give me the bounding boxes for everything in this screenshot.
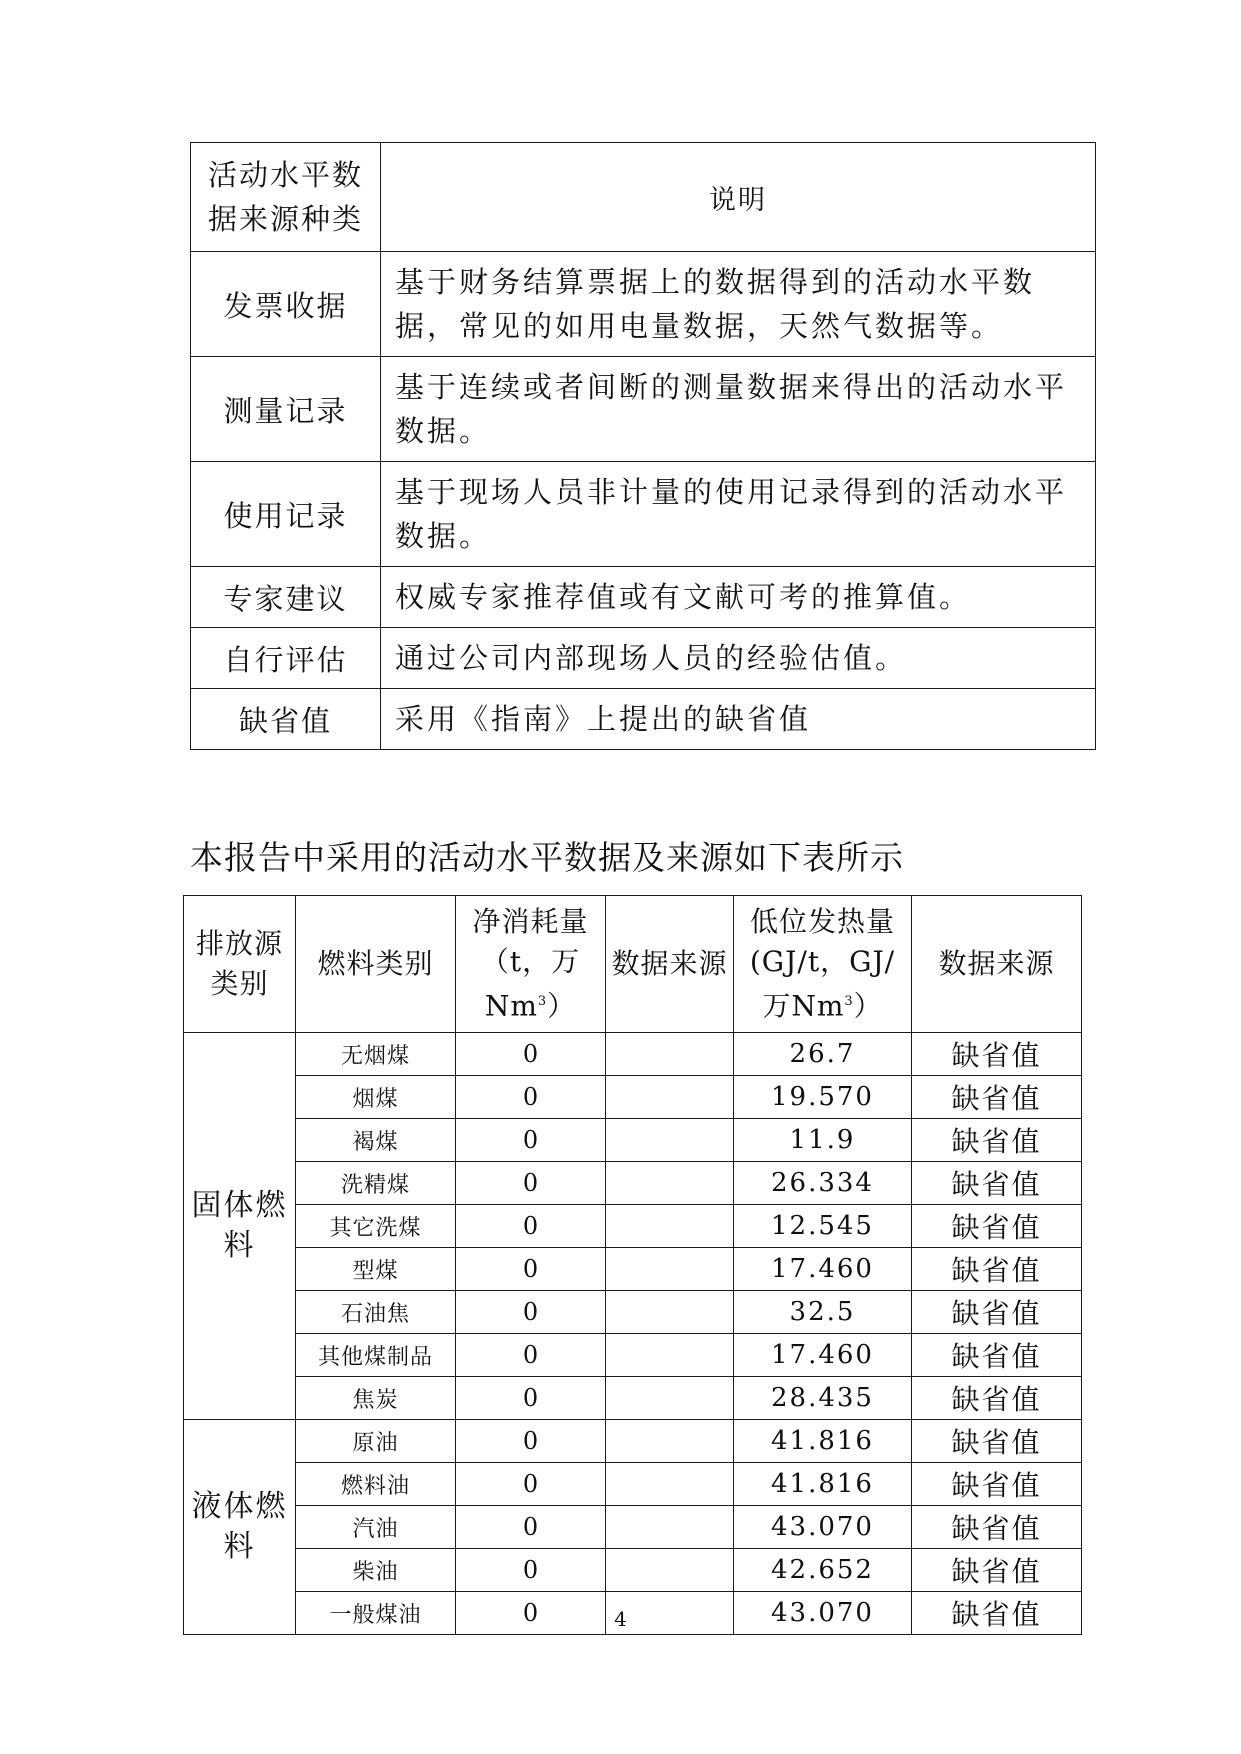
data-source <box>606 1549 734 1592</box>
table1-row <box>191 567 1096 628</box>
fuel-type: 无烟煤 <box>296 1033 456 1076</box>
table-row <box>184 1119 1082 1162</box>
source-description <box>381 252 1096 357</box>
table2-header-row <box>184 896 1082 1033</box>
source-description: 通过公司内部现场人员的经验估值。 <box>381 628 1096 689</box>
category-line: 液体燃 <box>191 1489 288 1525</box>
data-source <box>606 1291 734 1334</box>
fuel-type: 石油焦 <box>296 1291 456 1334</box>
table1-row <box>191 628 1096 689</box>
calorific-source: 缺省值 <box>912 1334 1082 1377</box>
table-row <box>184 1377 1082 1420</box>
calorific-value: 43.070 <box>734 1592 912 1635</box>
header-line: （t，万 <box>480 945 581 978</box>
fuel-type: 汽油 <box>296 1506 456 1549</box>
data-source <box>606 1463 734 1506</box>
net-consumption: 0 <box>456 1205 606 1248</box>
header-source-type-line1: 活动水平数 <box>207 158 363 192</box>
table-row <box>184 1420 1082 1463</box>
source-type: 缺省值 <box>191 689 381 750</box>
header-line: 净消耗量 <box>472 905 589 938</box>
source-description: 权威专家推荐值或有文献可考的推算值。 <box>381 567 1096 628</box>
source-type: 专家建议 <box>191 567 381 628</box>
table1-row <box>191 252 1096 357</box>
description-line: 数据。 <box>395 414 492 448</box>
activity-data-source-types-table <box>190 142 1096 750</box>
table1-row <box>191 689 1096 750</box>
intro-paragraph: 本报告中采用的活动水平数据及来源如下表所示 <box>190 838 904 877</box>
data-source <box>606 1334 734 1377</box>
fuel-type: 其它洗煤 <box>296 1205 456 1248</box>
table-row <box>184 1205 1082 1248</box>
header-line: 类别 <box>210 967 269 1001</box>
table-row <box>184 1291 1082 1334</box>
table1-header-row <box>191 143 1096 252</box>
calorific-source: 缺省值 <box>912 1076 1082 1119</box>
calorific-value: 11.9 <box>734 1119 912 1162</box>
calorific-value: 42.652 <box>734 1549 912 1592</box>
calorific-source: 缺省值 <box>912 1592 1082 1635</box>
table-row <box>184 1162 1082 1205</box>
unit-text: 万Nm <box>762 989 845 1023</box>
unit-text: ） <box>853 989 883 1023</box>
net-consumption: 0 <box>456 1248 606 1291</box>
net-consumption: 0 <box>456 1420 606 1463</box>
calorific-source: 缺省值 <box>912 1033 1082 1076</box>
fuel-type: 褐煤 <box>296 1119 456 1162</box>
data-source <box>606 1033 734 1076</box>
emission-category <box>184 1420 296 1635</box>
calorific-source: 缺省值 <box>912 1248 1082 1291</box>
net-consumption: 0 <box>456 1506 606 1549</box>
unit-superscript: 3 <box>537 994 548 1009</box>
fuel-type: 柴油 <box>296 1549 456 1592</box>
source-description <box>381 357 1096 462</box>
unit-text: ） <box>547 989 577 1023</box>
data-source <box>606 1420 734 1463</box>
fuel-type: 其他煤制品 <box>296 1334 456 1377</box>
header-line: (GJ/t，GJ/ <box>749 945 896 978</box>
fuel-type: 燃料油 <box>296 1463 456 1506</box>
fuel-type: 烟煤 <box>296 1076 456 1119</box>
data-source <box>606 1205 734 1248</box>
source-type: 使用记录 <box>191 462 381 567</box>
calorific-source: 缺省值 <box>912 1463 1082 1506</box>
calorific-source: 缺省值 <box>912 1205 1082 1248</box>
table-row <box>184 1506 1082 1549</box>
data-source <box>606 1506 734 1549</box>
calorific-value: 41.816 <box>734 1463 912 1506</box>
calorific-source: 缺省值 <box>912 1119 1082 1162</box>
calorific-value: 19.570 <box>734 1076 912 1119</box>
description-line: 基于财务结算票据上的数据得到的活动水平数 <box>395 265 1036 299</box>
net-consumption: 0 <box>456 1549 606 1592</box>
category-line: 料 <box>223 1228 256 1264</box>
net-consumption: 0 <box>456 1291 606 1334</box>
header-emission-source <box>184 896 296 1033</box>
header-line: 低位发热量 <box>749 905 895 938</box>
net-consumption: 0 <box>456 1334 606 1377</box>
net-consumption: 0 <box>456 1377 606 1420</box>
data-source <box>606 1119 734 1162</box>
data-source <box>606 1162 734 1205</box>
emission-category <box>184 1033 296 1420</box>
calorific-source: 缺省值 <box>912 1162 1082 1205</box>
header-source-type-line2: 据来源种类 <box>207 202 363 236</box>
net-consumption: 0 <box>456 1592 606 1635</box>
net-consumption: 0 <box>456 1463 606 1506</box>
net-consumption: 0 <box>456 1119 606 1162</box>
calorific-value: 41.816 <box>734 1420 912 1463</box>
source-description: 采用《指南》上提出的缺省值 <box>381 689 1096 750</box>
description-line: 据，常见的如用电量数据，天然气数据等。 <box>395 309 1004 343</box>
header-line: 排放源 <box>195 927 283 961</box>
table-row <box>184 1463 1082 1506</box>
page-number: 4 <box>614 1607 627 1631</box>
table-row <box>184 1248 1082 1291</box>
source-type: 自行评估 <box>191 628 381 689</box>
header-fuel-type: 燃料类别 <box>296 896 456 1033</box>
description-line: 基于连续或者间断的测量数据来得出的活动水平 <box>395 370 1068 404</box>
fuel-type: 原油 <box>296 1420 456 1463</box>
source-type: 发票收据 <box>191 252 381 357</box>
description-line: 数据。 <box>395 519 492 553</box>
table1-row <box>191 462 1096 567</box>
table-row <box>184 1549 1082 1592</box>
unit-superscript: 3 <box>844 994 854 1009</box>
category-line: 固体燃 <box>191 1188 288 1224</box>
calorific-value: 26.7 <box>734 1033 912 1076</box>
calorific-source: 缺省值 <box>912 1420 1082 1463</box>
calorific-value: 12.545 <box>734 1205 912 1248</box>
fuel-type: 一般煤油 <box>296 1592 456 1635</box>
header-data-source-2: 数据来源 <box>912 896 1082 1033</box>
header-data-source: 数据来源 <box>606 896 734 1033</box>
calorific-value: 43.070 <box>734 1506 912 1549</box>
description-line: 基于现场人员非计量的使用记录得到的活动水平 <box>395 475 1068 509</box>
net-consumption: 0 <box>456 1162 606 1205</box>
calorific-source: 缺省值 <box>912 1506 1082 1549</box>
table-row <box>184 1033 1082 1076</box>
activity-data-table <box>183 895 1082 1635</box>
calorific-source: 缺省值 <box>912 1549 1082 1592</box>
header-net-consumption <box>456 896 606 1033</box>
header-source-type <box>191 143 381 252</box>
table2-body <box>184 1033 1082 1635</box>
source-type: 测量记录 <box>191 357 381 462</box>
header-line <box>738 982 907 1026</box>
table-row <box>184 1334 1082 1377</box>
header-calorific-value <box>734 896 912 1033</box>
category-line: 料 <box>223 1529 256 1565</box>
source-description <box>381 462 1096 567</box>
net-consumption: 0 <box>456 1033 606 1076</box>
data-source <box>606 1377 734 1420</box>
calorific-value: 26.334 <box>734 1162 912 1205</box>
header-line <box>460 982 601 1026</box>
fuel-type: 焦炭 <box>296 1377 456 1420</box>
calorific-value: 17.460 <box>734 1334 912 1377</box>
header-description: 说明 <box>381 143 1096 252</box>
unit-text: Nm <box>484 989 538 1023</box>
net-consumption: 0 <box>456 1076 606 1119</box>
data-source <box>606 1076 734 1119</box>
data-source <box>606 1248 734 1291</box>
fuel-type: 洗精煤 <box>296 1162 456 1205</box>
calorific-source: 缺省值 <box>912 1291 1082 1334</box>
calorific-source: 缺省值 <box>912 1377 1082 1420</box>
calorific-value: 17.460 <box>734 1248 912 1291</box>
fuel-type: 型煤 <box>296 1248 456 1291</box>
table1-row <box>191 357 1096 462</box>
calorific-value: 32.5 <box>734 1291 912 1334</box>
table-row <box>184 1076 1082 1119</box>
calorific-value: 28.435 <box>734 1377 912 1420</box>
